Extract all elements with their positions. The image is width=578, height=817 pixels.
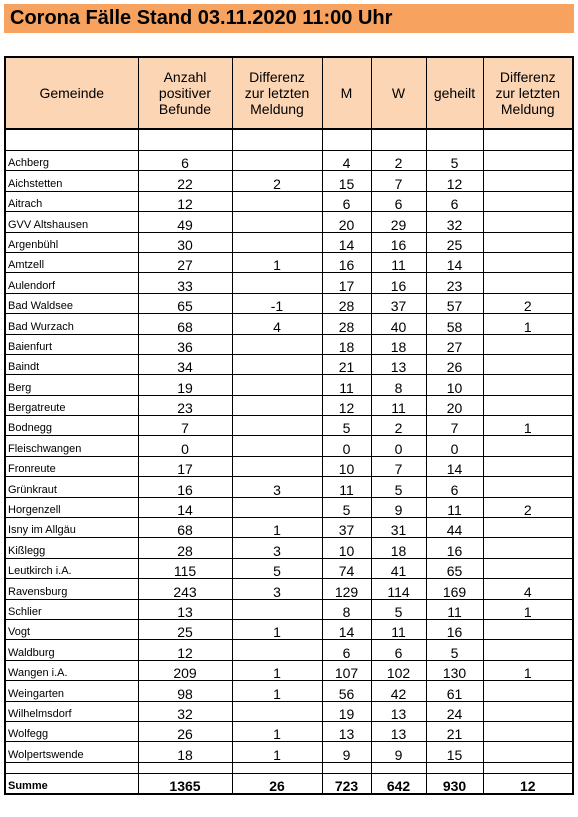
cell-diff2 bbox=[483, 456, 573, 476]
cell-m: 28 bbox=[322, 293, 371, 313]
cell-name: Horgenzell bbox=[5, 497, 138, 517]
summe-row bbox=[5, 773, 573, 794]
cell-diff2: 1 bbox=[483, 314, 573, 334]
cell-w: 6 bbox=[371, 640, 426, 660]
cell-anzahl: 33 bbox=[138, 273, 232, 293]
cell-geheilt: 130 bbox=[426, 660, 483, 680]
cell-w: 2 bbox=[371, 416, 426, 436]
cell-anzahl: 115 bbox=[138, 558, 232, 578]
summe-geheilt: 930 bbox=[426, 773, 483, 794]
cell-w: 31 bbox=[371, 518, 426, 538]
cell-diff2 bbox=[483, 395, 573, 415]
cell-m: 8 bbox=[322, 599, 371, 619]
cell-anzahl: 27 bbox=[138, 252, 232, 272]
cell-geheilt: 20 bbox=[426, 395, 483, 415]
cell-m: 12 bbox=[322, 395, 371, 415]
cell-name: Wolpertswende bbox=[5, 742, 138, 762]
cell-geheilt: 61 bbox=[426, 681, 483, 701]
cell-diff bbox=[232, 232, 322, 252]
cell-name: Aulendorf bbox=[5, 273, 138, 293]
cell-w: 11 bbox=[371, 395, 426, 415]
table-row bbox=[5, 701, 573, 721]
cell-geheilt: 5 bbox=[426, 151, 483, 171]
cell-name: Vogt bbox=[5, 619, 138, 639]
cell-anzahl: 36 bbox=[138, 334, 232, 354]
cell-m: 37 bbox=[322, 518, 371, 538]
cell-w: 16 bbox=[371, 232, 426, 252]
cell-diff bbox=[232, 436, 322, 456]
cell-m: 13 bbox=[322, 721, 371, 741]
cell-geheilt: 26 bbox=[426, 354, 483, 374]
cell-w: 7 bbox=[371, 171, 426, 191]
cell-anzahl: 34 bbox=[138, 354, 232, 374]
cell-w: 42 bbox=[371, 681, 426, 701]
summe-name: Summe bbox=[5, 773, 138, 794]
table-row bbox=[5, 252, 573, 272]
cell-geheilt: 12 bbox=[426, 171, 483, 191]
table-row bbox=[5, 232, 573, 252]
cell-diff: 1 bbox=[232, 742, 322, 762]
table-row bbox=[5, 375, 573, 395]
cell-diff2 bbox=[483, 436, 573, 456]
cell-diff2 bbox=[483, 619, 573, 639]
cell-geheilt: 169 bbox=[426, 579, 483, 599]
table-row bbox=[5, 171, 573, 191]
cell-m: 129 bbox=[322, 579, 371, 599]
cell-diff: 1 bbox=[232, 721, 322, 741]
cell-name: Kißlegg bbox=[5, 538, 138, 558]
table-row bbox=[5, 681, 573, 701]
cell-m: 14 bbox=[322, 232, 371, 252]
cell-w: 102 bbox=[371, 660, 426, 680]
spacer-row bbox=[5, 129, 573, 151]
cell-geheilt: 15 bbox=[426, 742, 483, 762]
cell-name: GVV Altshausen bbox=[5, 212, 138, 232]
cell-diff: -1 bbox=[232, 293, 322, 313]
cell-anzahl: 28 bbox=[138, 538, 232, 558]
cell-name: Baindt bbox=[5, 354, 138, 374]
cell-name: Wolfegg bbox=[5, 721, 138, 741]
cell-geheilt: 7 bbox=[426, 416, 483, 436]
cell-geheilt: 32 bbox=[426, 212, 483, 232]
cell-anzahl: 22 bbox=[138, 171, 232, 191]
cell-anzahl: 65 bbox=[138, 293, 232, 313]
cell-name: Grünkraut bbox=[5, 477, 138, 497]
cell-m: 6 bbox=[322, 640, 371, 660]
cell-name: Leutkirch i.A. bbox=[5, 558, 138, 578]
cell-w: 9 bbox=[371, 497, 426, 517]
cell-diff2 bbox=[483, 477, 573, 497]
cell-anzahl: 18 bbox=[138, 742, 232, 762]
cell-diff: 1 bbox=[232, 252, 322, 272]
cell-diff2: 1 bbox=[483, 660, 573, 680]
cell-m: 0 bbox=[322, 436, 371, 456]
cell-geheilt: 14 bbox=[426, 456, 483, 476]
cell-name: Baienfurt bbox=[5, 334, 138, 354]
cell-diff2: 4 bbox=[483, 579, 573, 599]
cell-diff2 bbox=[483, 701, 573, 721]
cell-geheilt: 23 bbox=[426, 273, 483, 293]
cell-diff2 bbox=[483, 171, 573, 191]
cell-m: 5 bbox=[322, 416, 371, 436]
cell-m: 11 bbox=[322, 477, 371, 497]
cell-m: 17 bbox=[322, 273, 371, 293]
cell-anzahl: 16 bbox=[138, 477, 232, 497]
table-row bbox=[5, 497, 573, 517]
cell-w: 13 bbox=[371, 354, 426, 374]
cell-geheilt: 57 bbox=[426, 293, 483, 313]
cell-w: 37 bbox=[371, 293, 426, 313]
cell-diff bbox=[232, 273, 322, 293]
cell-diff bbox=[232, 640, 322, 660]
table-row bbox=[5, 416, 573, 436]
cell-diff2 bbox=[483, 721, 573, 741]
cell-w: 5 bbox=[371, 599, 426, 619]
summe-anzahl: 1365 bbox=[138, 773, 232, 794]
cell-geheilt: 16 bbox=[426, 619, 483, 639]
cell-m: 21 bbox=[322, 354, 371, 374]
cell-diff: 4 bbox=[232, 314, 322, 334]
cell-diff2 bbox=[483, 252, 573, 272]
table-row bbox=[5, 619, 573, 639]
cell-anzahl: 17 bbox=[138, 456, 232, 476]
cell-anzahl: 0 bbox=[138, 436, 232, 456]
cell-diff2: 2 bbox=[483, 293, 573, 313]
summe-diff: 26 bbox=[232, 773, 322, 794]
cell-diff2 bbox=[483, 354, 573, 374]
cell-geheilt: 14 bbox=[426, 252, 483, 272]
cell-diff: 1 bbox=[232, 660, 322, 680]
cell-diff bbox=[232, 334, 322, 354]
cell-w: 16 bbox=[371, 273, 426, 293]
cell-diff bbox=[232, 456, 322, 476]
cell-geheilt: 44 bbox=[426, 518, 483, 538]
cell-diff: 5 bbox=[232, 558, 322, 578]
header-differenz: Differenz zur letzten Meldung bbox=[232, 57, 322, 129]
cell-diff2 bbox=[483, 151, 573, 171]
cell-w: 2 bbox=[371, 151, 426, 171]
cell-m: 10 bbox=[322, 456, 371, 476]
table-row bbox=[5, 334, 573, 354]
cell-geheilt: 11 bbox=[426, 599, 483, 619]
cell-anzahl: 30 bbox=[138, 232, 232, 252]
cell-diff2 bbox=[483, 375, 573, 395]
cell-diff2 bbox=[483, 334, 573, 354]
cell-w: 18 bbox=[371, 538, 426, 558]
cell-geheilt: 24 bbox=[426, 701, 483, 721]
table-row bbox=[5, 151, 573, 171]
cell-anzahl: 26 bbox=[138, 721, 232, 741]
cell-diff2 bbox=[483, 558, 573, 578]
cell-diff2 bbox=[483, 212, 573, 232]
cell-anzahl: 25 bbox=[138, 619, 232, 639]
cell-m: 56 bbox=[322, 681, 371, 701]
cell-w: 0 bbox=[371, 436, 426, 456]
cell-w: 11 bbox=[371, 252, 426, 272]
cell-diff2 bbox=[483, 742, 573, 762]
cell-m: 107 bbox=[322, 660, 371, 680]
header-m: M bbox=[322, 57, 371, 129]
cell-geheilt: 0 bbox=[426, 436, 483, 456]
cell-m: 9 bbox=[322, 742, 371, 762]
cell-geheilt: 58 bbox=[426, 314, 483, 334]
cell-geheilt: 25 bbox=[426, 232, 483, 252]
cell-anzahl: 14 bbox=[138, 497, 232, 517]
table-row bbox=[5, 191, 573, 211]
cell-name: Achberg bbox=[5, 151, 138, 171]
cell-m: 18 bbox=[322, 334, 371, 354]
cell-m: 4 bbox=[322, 151, 371, 171]
cell-name: Amtzell bbox=[5, 252, 138, 272]
cell-name: Ravensburg bbox=[5, 579, 138, 599]
table-row bbox=[5, 395, 573, 415]
cell-m: 74 bbox=[322, 558, 371, 578]
cell-w: 8 bbox=[371, 375, 426, 395]
cell-w: 7 bbox=[371, 456, 426, 476]
header-anzahl: Anzahl positiver Befunde bbox=[138, 57, 232, 129]
table-row bbox=[5, 518, 573, 538]
cell-name: Schlier bbox=[5, 599, 138, 619]
cell-geheilt: 21 bbox=[426, 721, 483, 741]
cell-diff2 bbox=[483, 518, 573, 538]
table-row bbox=[5, 354, 573, 374]
cell-w: 29 bbox=[371, 212, 426, 232]
summe-m: 723 bbox=[322, 773, 371, 794]
cell-m: 6 bbox=[322, 191, 371, 211]
cell-name: Aitrach bbox=[5, 191, 138, 211]
table-row bbox=[5, 477, 573, 497]
cell-geheilt: 27 bbox=[426, 334, 483, 354]
cell-name: Waldburg bbox=[5, 640, 138, 660]
cell-geheilt: 6 bbox=[426, 191, 483, 211]
cell-anzahl: 243 bbox=[138, 579, 232, 599]
cell-w: 5 bbox=[371, 477, 426, 497]
header-differenz-geheilt: Differenz zur letzten Meldung bbox=[483, 57, 573, 129]
page-title: Corona Fälle Stand 03.11.2020 11:00 Uhr bbox=[10, 7, 393, 29]
cell-anzahl: 49 bbox=[138, 212, 232, 232]
cell-diff2 bbox=[483, 681, 573, 701]
cell-geheilt: 16 bbox=[426, 538, 483, 558]
cell-w: 6 bbox=[371, 191, 426, 211]
cases-table bbox=[4, 56, 574, 795]
cell-m: 11 bbox=[322, 375, 371, 395]
table-row bbox=[5, 742, 573, 762]
cell-anzahl: 19 bbox=[138, 375, 232, 395]
cell-name: Weingarten bbox=[5, 681, 138, 701]
cell-m: 20 bbox=[322, 212, 371, 232]
cell-w: 114 bbox=[371, 579, 426, 599]
cell-name: Wilhelmsdorf bbox=[5, 701, 138, 721]
cell-anzahl: 68 bbox=[138, 518, 232, 538]
cell-name: Fleischwangen bbox=[5, 436, 138, 456]
cell-m: 15 bbox=[322, 171, 371, 191]
cell-anzahl: 12 bbox=[138, 640, 232, 660]
cell-diff bbox=[232, 151, 322, 171]
cell-m: 16 bbox=[322, 252, 371, 272]
cell-w: 40 bbox=[371, 314, 426, 334]
header-geheilt: geheilt bbox=[426, 57, 483, 129]
cell-diff bbox=[232, 191, 322, 211]
cell-name: Argenbühl bbox=[5, 232, 138, 252]
summe-w: 642 bbox=[371, 773, 426, 794]
cell-m: 19 bbox=[322, 701, 371, 721]
cell-m: 14 bbox=[322, 619, 371, 639]
cell-anzahl: 209 bbox=[138, 660, 232, 680]
cell-diff: 3 bbox=[232, 579, 322, 599]
cell-w: 11 bbox=[371, 619, 426, 639]
table-row bbox=[5, 599, 573, 619]
cell-diff: 1 bbox=[232, 518, 322, 538]
cell-name: Berg bbox=[5, 375, 138, 395]
cell-diff bbox=[232, 354, 322, 374]
cell-diff2: 2 bbox=[483, 497, 573, 517]
cell-m: 28 bbox=[322, 314, 371, 334]
cell-diff bbox=[232, 497, 322, 517]
table-row bbox=[5, 314, 573, 334]
cell-diff bbox=[232, 375, 322, 395]
cell-anzahl: 7 bbox=[138, 416, 232, 436]
cell-geheilt: 5 bbox=[426, 640, 483, 660]
cell-m: 10 bbox=[322, 538, 371, 558]
cell-anzahl: 13 bbox=[138, 599, 232, 619]
cell-name: Bad Waldsee bbox=[5, 293, 138, 313]
cell-geheilt: 65 bbox=[426, 558, 483, 578]
spacer-row bbox=[5, 762, 573, 773]
cell-diff: 1 bbox=[232, 619, 322, 639]
cell-diff2 bbox=[483, 232, 573, 252]
cell-diff bbox=[232, 416, 322, 436]
cell-w: 9 bbox=[371, 742, 426, 762]
cell-name: Bergatreute bbox=[5, 395, 138, 415]
cell-anzahl: 68 bbox=[138, 314, 232, 334]
table-row bbox=[5, 436, 573, 456]
cell-diff bbox=[232, 395, 322, 415]
header-row bbox=[5, 57, 573, 129]
table-row bbox=[5, 721, 573, 741]
cell-w: 13 bbox=[371, 701, 426, 721]
cell-anzahl: 23 bbox=[138, 395, 232, 415]
cell-diff: 1 bbox=[232, 681, 322, 701]
cell-anzahl: 12 bbox=[138, 191, 232, 211]
table-row bbox=[5, 293, 573, 313]
table-row bbox=[5, 660, 573, 680]
cell-diff2 bbox=[483, 640, 573, 660]
table-row bbox=[5, 538, 573, 558]
cell-diff2: 1 bbox=[483, 416, 573, 436]
table-body bbox=[5, 129, 573, 794]
table-row bbox=[5, 273, 573, 293]
cell-diff2 bbox=[483, 191, 573, 211]
cell-diff: 2 bbox=[232, 171, 322, 191]
cell-name: Bodnegg bbox=[5, 416, 138, 436]
cell-name: Bad Wurzach bbox=[5, 314, 138, 334]
cell-diff: 3 bbox=[232, 538, 322, 558]
cell-geheilt: 6 bbox=[426, 477, 483, 497]
cell-w: 18 bbox=[371, 334, 426, 354]
table-row bbox=[5, 212, 573, 232]
summe-diff2: 12 bbox=[483, 773, 573, 794]
cell-w: 41 bbox=[371, 558, 426, 578]
cell-diff: 3 bbox=[232, 477, 322, 497]
cell-anzahl: 6 bbox=[138, 151, 232, 171]
cell-diff2: 1 bbox=[483, 599, 573, 619]
table-row bbox=[5, 558, 573, 578]
cell-name: Fronreute bbox=[5, 456, 138, 476]
cell-m: 5 bbox=[322, 497, 371, 517]
header-gemeinde: Gemeinde bbox=[5, 57, 138, 129]
cell-geheilt: 11 bbox=[426, 497, 483, 517]
cell-w: 13 bbox=[371, 721, 426, 741]
cell-diff2 bbox=[483, 538, 573, 558]
cell-diff2 bbox=[483, 273, 573, 293]
table-row bbox=[5, 640, 573, 660]
title-bar bbox=[4, 4, 574, 33]
table-row bbox=[5, 456, 573, 476]
cell-name: Isny im Allgäu bbox=[5, 518, 138, 538]
cell-name: Aichstetten bbox=[5, 171, 138, 191]
table-row bbox=[5, 579, 573, 599]
cell-geheilt: 10 bbox=[426, 375, 483, 395]
cell-diff bbox=[232, 212, 322, 232]
cell-diff bbox=[232, 701, 322, 721]
header-w: W bbox=[371, 57, 426, 129]
cell-anzahl: 32 bbox=[138, 701, 232, 721]
cell-diff bbox=[232, 599, 322, 619]
cell-anzahl: 98 bbox=[138, 681, 232, 701]
cell-name: Wangen i.A. bbox=[5, 660, 138, 680]
